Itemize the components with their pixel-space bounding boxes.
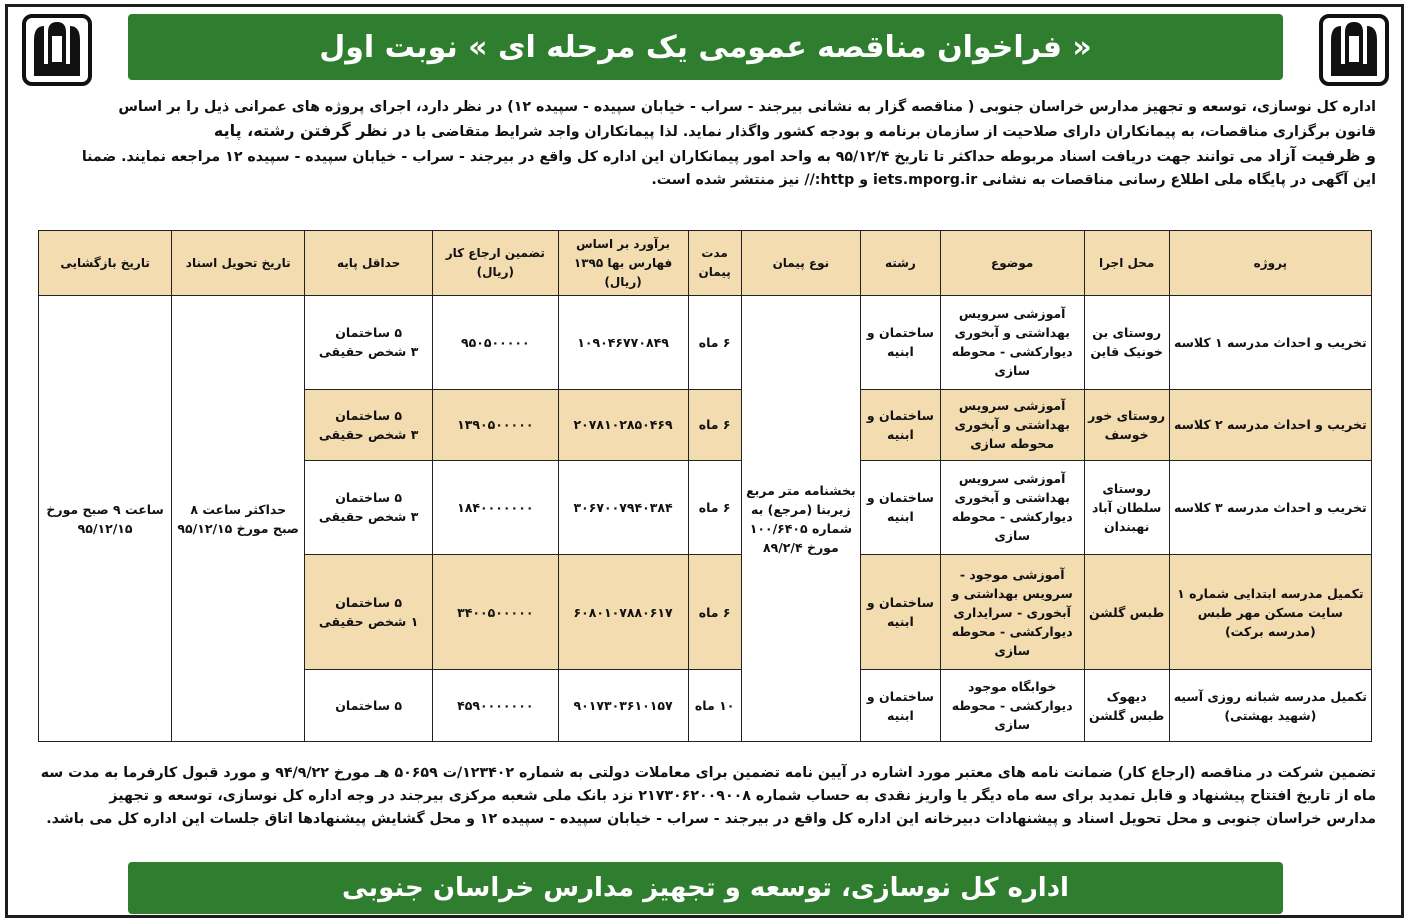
intro-text: می توانند جهت دریافت اسناد مربوطه حداکثر تا تاریخ ۹۵/۱۲/۴ به واحد امور پیمانکاران این اداره کل واقع در بیرجند - سراب - خیابان سپیده - سپیده ۱۲ مراجعه نمایند. ضمنا <box>81 149 1268 165</box>
header-contract-type: نوع پیمان <box>741 231 860 296</box>
cell-location: روستای خور خوسف <box>1084 389 1169 461</box>
min-grade-line: ۵ ساختمان <box>335 490 403 506</box>
cell-subject: آموزشی سرویس بهداشتی و آبخوری دیوارکشی - محوطه سازی <box>940 461 1084 555</box>
header-opening: تاریخ بازگشایی <box>39 231 172 296</box>
cell-location: روستای بن خونیک قاین <box>1084 296 1169 390</box>
cell-field: ساختمان و ابنیه <box>860 554 940 670</box>
min-grade-line: ۱ شخص حقیقی <box>318 614 419 630</box>
intro-line: این آگهی در پایگاه ملی اطلاع رسانی مناقصات به نشانی iets.mporg.ir و http:// نیز منتشر شده است. <box>651 172 1376 188</box>
min-grade-line: ۵ ساختمان <box>335 407 403 423</box>
intro-paragraph <box>36 96 1376 192</box>
header-subject: موضوع <box>940 231 1084 296</box>
min-grade-line: ۵ ساختمان <box>335 325 403 341</box>
intro-line <box>36 119 1376 144</box>
organization-logo-icon <box>18 10 96 90</box>
header-guarantee: تضمین ارجاع کار (ریال) <box>433 231 559 296</box>
header-field: رشته <box>860 231 940 296</box>
footer-line: مدارس خراسان جنوبی و محل تحویل اسناد و پیشنهادات دبیرخانه این اداره کل واقع در بیرجند - سراب - خیابان سپیده - سپیده ۱۲ و محل گشایش پیشنهادها اتاق جلسات این اداره کل می باشد. <box>46 811 1376 827</box>
cell-min-grade <box>305 554 433 670</box>
cell-field: ساختمان و ابنیه <box>860 461 940 555</box>
intro-text: قانون برگزاری مناقصات، به پیمانکاران دارای صلاحیت از سازمان برنامه و بودجه کشور واگذار نماید. لذا پیمانکاران واجد شرایط متقاضی با <box>410 124 1376 140</box>
footer-line: تضمین شرکت در مناقصه (ارجاع کار) ضمانت نامه های معتبر مورد اشاره در آیین نامه تضمین برای معاملات دولتی به شماره ۱۲۳۴۰۲/ت ۵۰۶۵۹ هـ مورخ ۹۴/۹/۲۲ و مورد قبول کارفرما به مدت سه <box>40 765 1376 781</box>
cell-project: تکمیل مدرسه شبانه روزی آسیه (شهید بهشتی) <box>1169 670 1371 742</box>
cell-min-grade <box>305 296 433 390</box>
cell-estimate: ۶۰۸۰۱۰۷۸۸۰۶۱۷ <box>558 554 688 670</box>
min-grade-line: ۵ ساختمان <box>335 595 403 611</box>
cell-duration: ۶ ماه <box>688 554 741 670</box>
cell-guarantee: ۴۵۹۰۰۰۰۰۰۰ <box>433 670 559 742</box>
intro-emphasis: و ظرفیت آزاد <box>1267 146 1376 165</box>
guarantee-paragraph <box>36 762 1376 831</box>
cell-min-grade <box>305 670 433 742</box>
cell-location: دیهوک طبس گلشن <box>1084 670 1169 742</box>
header-location: محل اجرا <box>1084 231 1169 296</box>
cell-field: ساختمان و ابنیه <box>860 670 940 742</box>
cell-duration: ۱۰ ماه <box>688 670 741 742</box>
cell-subject: آموزشی موجود - سرویس بهداشتی و آبخوری - سرایداری دیوارکشی - محوطه سازی <box>940 554 1084 670</box>
cell-project: تخریب و احداث مدرسه ۲ کلاسه <box>1169 389 1371 461</box>
cell-min-grade <box>305 389 433 461</box>
cell-estimate: ۹۰۱۷۳۰۳۶۱۰۱۵۷ <box>558 670 688 742</box>
cell-project: تخریب و احداث مدرسه ۱ کلاسه <box>1169 296 1371 390</box>
cell-subject: آموزشی سرویس بهداشتی و آبخوری دیوارکشی - محوطه سازی <box>940 296 1084 390</box>
tender-table <box>38 230 1372 742</box>
cell-duration: ۶ ماه <box>688 296 741 390</box>
cell-subject: آموزشی سرویس بهداشتی و آبخوری محوطه سازی <box>940 389 1084 461</box>
organization-logo-icon <box>1315 10 1393 90</box>
footer-line: ماه از تاریخ افتتاح پیشنهاد و قابل تمدید برای سه ماه دیگر یا واریز نقدی به حساب شماره ۲۱۷۳۰۶۲۰۰۹۰۰۸ نزد بانک ملی شعبه مرکزی بیرجند در وجه اداره کل نوسازی، توسعه و تجهیز <box>109 788 1376 804</box>
cell-opening: ساعت ۹ صبح مورخ ۹۵/۱۲/۱۵ <box>39 296 172 742</box>
min-grade-line: ۳ شخص حقیقی <box>318 344 419 360</box>
header-estimate: برآورد بر اساس فهارس بها ۱۳۹۵ (ریال) <box>558 231 688 296</box>
cell-duration: ۶ ماه <box>688 461 741 555</box>
header-project: پروژه <box>1169 231 1371 296</box>
min-grade-line: ۵ ساختمان <box>335 698 403 714</box>
cell-field: ساختمان و ابنیه <box>860 296 940 390</box>
cell-estimate: ۲۰۷۸۱۰۲۸۵۰۴۶۹ <box>558 389 688 461</box>
cell-min-grade <box>305 461 433 555</box>
cell-estimate: ۱۰۹۰۴۶۷۷۰۸۴۹ <box>558 296 688 390</box>
cell-subject: خوابگاه موجود دیوارکشی - محوطه سازی <box>940 670 1084 742</box>
organization-name-banner: اداره کل نوسازی، توسعه و تجهیز مدارس خراسان جنوبی <box>128 862 1283 914</box>
cell-estimate: ۳۰۶۷۰۰۷۹۴۰۳۸۴ <box>558 461 688 555</box>
page-title: « فراخوان مناقصه عمومی یک مرحله ای » نوبت اول <box>128 14 1283 80</box>
cell-field: ساختمان و ابنیه <box>860 389 940 461</box>
cell-duration: ۶ ماه <box>688 389 741 461</box>
cell-guarantee: ۹۵۰۵۰۰۰۰۰ <box>433 296 559 390</box>
cell-project: تخریب و احداث مدرسه ۳ کلاسه <box>1169 461 1371 555</box>
intro-line <box>36 144 1376 169</box>
intro-emphasis: در نظر گرفتن رشته، پایه <box>213 121 411 140</box>
table-row <box>39 296 1372 390</box>
header-min-grade: حداقل پایه <box>305 231 433 296</box>
cell-project: تکمیل مدرسه ابتدایی شماره ۱ سایت مسکن مهر طبس (مدرسه برکت) <box>1169 554 1371 670</box>
cell-guarantee: ۳۴۰۰۵۰۰۰۰۰ <box>433 554 559 670</box>
cell-location: طبس گلشن <box>1084 554 1169 670</box>
cell-guarantee: ۱۳۹۰۵۰۰۰۰۰ <box>433 389 559 461</box>
header-duration: مدت پیمان <box>688 231 741 296</box>
cell-location: روستای سلطان آباد نهبندان <box>1084 461 1169 555</box>
header-delivery: تاریخ تحویل اسناد <box>172 231 305 296</box>
cell-guarantee: ۱۸۴۰۰۰۰۰۰۰ <box>433 461 559 555</box>
min-grade-line: ۳ شخص حقیقی <box>318 426 419 442</box>
cell-contract-type: بخشنامه متر مربع زیربنا (مرجع) به شماره ۱۰۰/۶۴۰۵ مورخ ۸۹/۲/۴ <box>741 296 860 742</box>
intro-line: اداره کل نوسازی، توسعه و تجهیز مدارس خراسان جنوبی ( مناقصه گزار به نشانی بیرجند - سراب - خیابان سپیده - سپیده ۱۲) در نظر دارد، اجرای پروژه های عمرانی ذیل را بر اساس <box>118 99 1376 115</box>
cell-delivery: حداکثر ساعت ۸ صبح مورخ ۹۵/۱۲/۱۵ <box>172 296 305 742</box>
table-header-row <box>39 231 1372 296</box>
min-grade-line: ۳ شخص حقیقی <box>318 509 419 525</box>
